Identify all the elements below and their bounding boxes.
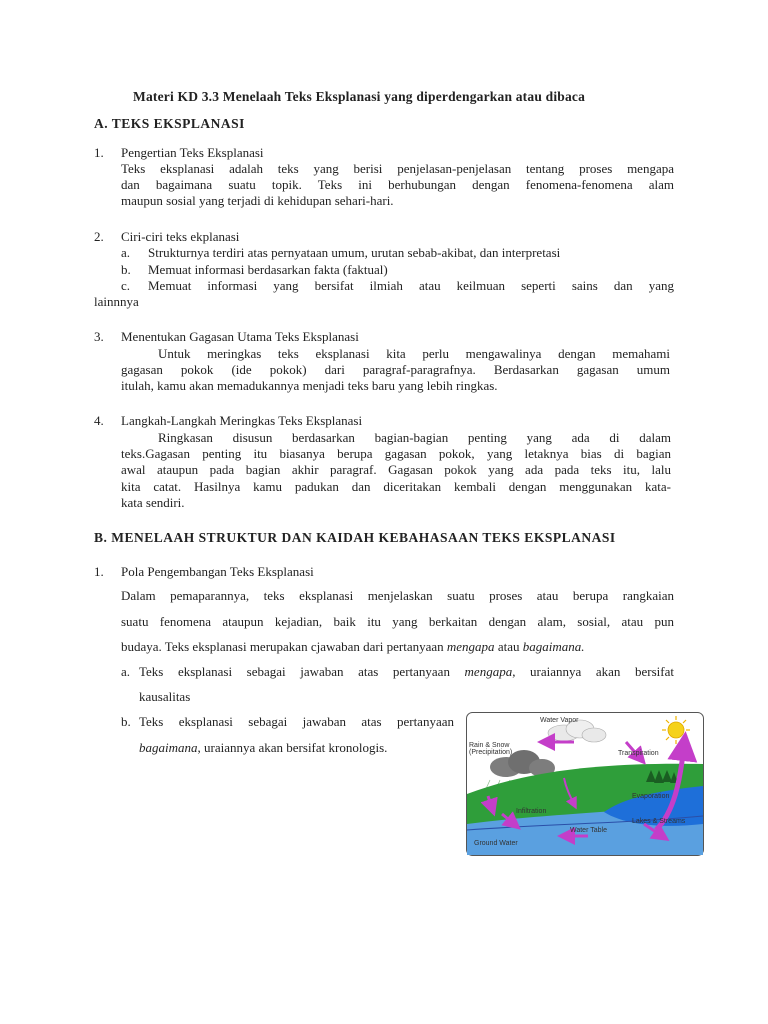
paragraph-line: suatu fenomena ataupun kejadian, baik itu yang berkaitan dengan alam, sosial, atau pun bbox=[121, 614, 674, 629]
sub-text-continued bbox=[139, 740, 387, 756]
section-b-heading: B. MENELAAH STRUKTUR DAN KAIDAH KEBAHASAAN TEKS EKSPLANASI bbox=[94, 530, 616, 545]
sub-text: Memuat informasi berdasarkan fakta (faktual) bbox=[148, 262, 388, 277]
sub-text: Memuat informasi yang bersifat ilmiah atau keilmuan seperti sains dan yang bbox=[148, 278, 674, 293]
label-water-vapor: Water Vapor bbox=[540, 717, 579, 724]
paragraph-line: maupun sosial yang terjadi di kehidupan sehari-hari. bbox=[121, 193, 394, 208]
label-precipitation: (Precipitation) bbox=[469, 749, 513, 756]
sub-label: b. bbox=[121, 262, 131, 277]
text-run: , uraiannya akan bersifat bbox=[512, 664, 674, 679]
text-run: Teks eksplanasi sebagai jawaban atas pertanyaan bbox=[139, 664, 465, 679]
label-water-table: Water Table bbox=[570, 827, 607, 834]
item-number: 1. bbox=[94, 564, 104, 579]
paragraph-line: Dalam pemaparannya, teks eksplanasi menjelaskan suatu proses atau berupa rangkaian bbox=[121, 588, 674, 603]
item-title: Menentukan Gagasan Utama Teks Eksplanasi bbox=[121, 329, 359, 344]
label-ground-water: Ground Water bbox=[474, 840, 518, 847]
sub-label: a. bbox=[121, 664, 131, 679]
sub-text bbox=[139, 664, 674, 681]
paragraph-line: kita catat. Hasilnya kamu padukan dan diceritakan kembali dengan menggunakan kata- bbox=[121, 479, 671, 494]
emphasis: mengapa bbox=[446, 639, 495, 654]
label-transpiration: Transpiration bbox=[618, 750, 659, 757]
item-number: 4. bbox=[94, 413, 104, 428]
sub-label: a. bbox=[121, 245, 131, 260]
paragraph-line: Ringkasan disusun berdasarkan bagian-bagian penting yang ada di dalam bbox=[158, 430, 671, 445]
water-cycle-illustration bbox=[466, 712, 704, 856]
item-title: Pengertian Teks Eksplanasi bbox=[121, 145, 264, 160]
paragraph-line: dan bagaimana suatu topik. Teks ini berhubungan dengan fenomena-fenomena alam bbox=[121, 177, 674, 192]
item-title: Langkah-Langkah Meringkas Teks Eksplanasi bbox=[121, 413, 363, 428]
item-number: 1. bbox=[94, 145, 104, 160]
paragraph-line: teks.Gagasan penting itu biasanya berupa gagasan pokok, yang letaknya bias di bagian bbox=[121, 446, 671, 461]
paragraph-line: awal ataupun pada bagian akhir paragraf. Gagasan pokok yang ada pada teks itu, lalu bbox=[121, 462, 671, 477]
emphasis: bagaimana bbox=[139, 740, 198, 755]
paragraph-line: kata sendiri. bbox=[121, 495, 185, 510]
emphasis: mengapa bbox=[464, 664, 513, 679]
document-title: Materi KD 3.3 Menelaah Teks Eksplanasi yang diperdengarkan atau dibaca bbox=[133, 89, 586, 104]
sub-text-continued: lainnnya bbox=[94, 294, 139, 309]
text-run: budaya. Teks eksplanasi merupakan cjawaban dari pertanyaan bbox=[121, 639, 447, 654]
label-evaporation: Evaporation bbox=[632, 793, 670, 800]
water-cycle-diagram bbox=[466, 712, 704, 856]
paragraph-line bbox=[121, 639, 584, 655]
sub-text: Strukturnya terdiri atas pernyataan umum, urutan sebab-akibat, dan interpretasi bbox=[148, 245, 561, 260]
item-number: 2. bbox=[94, 229, 104, 244]
paragraph-line: Teks eksplanasi adalah teks yang berisi penjelasan-penjelasan tentang proses mengapa bbox=[121, 161, 674, 176]
sub-label: c. bbox=[121, 278, 131, 293]
label-infiltration: Infiltration bbox=[516, 808, 547, 815]
emphasis: bagaimana. bbox=[522, 639, 585, 654]
paragraph-line: itulah, kamu akan memadukannya menjadi teks baru yang lebih ringkas. bbox=[121, 378, 498, 393]
sub-text: Teks eksplanasi sebagai jawaban atas pertanyaan bbox=[139, 714, 454, 729]
text-run: atau bbox=[494, 639, 523, 654]
item-title: Ciri-ciri teks ekplanasi bbox=[121, 229, 240, 244]
paragraph-line: Untuk meringkas teks eksplanasi kita perlu mengawalinya dengan memahami bbox=[158, 346, 670, 361]
sub-text-continued: kausalitas bbox=[139, 689, 191, 704]
item-title: Pola Pengembangan Teks Eksplanasi bbox=[121, 564, 314, 579]
sub-label: b. bbox=[121, 714, 131, 729]
label-lakes-streams: Lakes & Streams bbox=[632, 818, 686, 825]
section-a-heading: A. TEKS EKSPLANASI bbox=[94, 116, 245, 131]
text-run: , uraiannya akan bersifat kronologis. bbox=[197, 740, 388, 755]
label-rain-snow: Rain & Snow bbox=[469, 742, 510, 749]
paragraph-line: gagasan pokok (ide pokok) dari paragraf-paragrafnya. Berdasarkan gagasan umum bbox=[121, 362, 670, 377]
item-number: 3. bbox=[94, 329, 104, 344]
